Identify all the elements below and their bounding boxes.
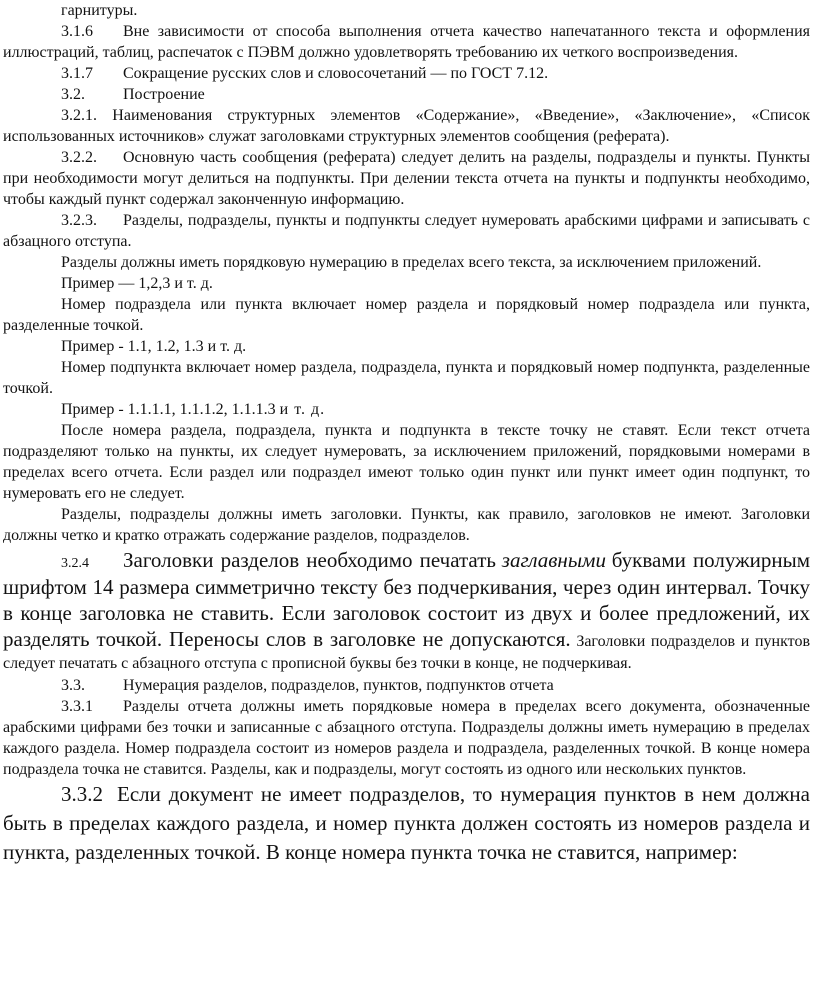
paragraph-text: Основную часть сообщения (реферата) следует делить на разделы, подразделы и пункты. Пункты при необходимости могут делиться на подпункты. При делении текста отчета на пункты и подпункты необходимо, чтобы каждый пункт содержал законченную информацию. — [3, 149, 810, 208]
heading-3-2 — [3, 84, 810, 105]
paragraph-3-2-1 — [3, 105, 810, 147]
paragraph-3-2-3 — [3, 210, 810, 252]
paragraph-text: Разделы, подразделы, пункты и подпункты следует нумеровать арабскими цифрами и записывать с абзацного отступа. — [3, 212, 810, 250]
section-number: 3.3. — [61, 677, 85, 694]
paragraph-text: Вне зависимости от способа выполнения отчета качество напечатанного текста и оформления иллюстраций, таблиц, распечаток с ПЭВМ должно удовлетворять требованию их четкого воспроизведения. — [3, 23, 810, 61]
paragraph-fragment — [3, 0, 810, 21]
section-number: 3.1.6 — [61, 23, 93, 40]
paragraph-3-1-6 — [3, 21, 810, 63]
paragraph-text-large: Заголовки разделов необходимо печатать — [123, 548, 496, 572]
paragraph-text: Разделы должны иметь порядковую нумерацию в пределах всего текста, за исключением приложений. — [61, 254, 762, 271]
paragraph-text: Наименования структурных элементов «Содержание», «Введение», «Заключение», «Список использованных источников» служат заголовками структурных элементов сообщения (реферата). — [3, 107, 810, 145]
section-number: 3.1.7 — [61, 65, 93, 82]
heading-text: Построение — [123, 86, 205, 103]
paragraph-text: Разделы, подразделы должны иметь заголовки. Пункты, как правило, заголовков не имеют. Заголовки должны четко и кратко отражать содержание разделов, подразделов. — [3, 506, 810, 544]
paragraph-numbering — [3, 252, 810, 273]
heading-3-3 — [3, 675, 810, 696]
section-number: 3.2.3. — [61, 212, 97, 229]
heading-text: Нумерация разделов, подразделов, пунктов, подпунктов отчета — [123, 677, 554, 694]
paragraph-text: Заголовки подразделов и пунктов следует печатать с абзацного отступа с прописной буквы без точки в конце, не подчеркивая. — [3, 633, 811, 672]
example-line — [3, 336, 810, 357]
section-number: 3.2.2. — [61, 149, 97, 166]
example-text: Пример - 1.1.1.1, 1.1.1.2, 1.1.1.3 — [61, 401, 276, 418]
paragraph-text: Разделы отчета должны иметь порядковые номера в пределах всего документа, обозначенные арабскими цифрами без точки и записанные с абзацного отступа. Подразделы должны иметь нумерацию в пределах каждого раздела. Номер подраздела состоит из номеров раздела и подраздела, разделенных точкой. В конце номера подраздела точка не ставится. Разделы, как и подразделы, могут состоять из одного или нескольких пунктов. — [3, 698, 810, 778]
example-text-suffix: и т. д. — [279, 401, 326, 418]
paragraph-subpoint-number — [3, 357, 810, 399]
example-line — [3, 273, 810, 294]
paragraph-text: Если документ не имеет подразделов, то нумерация пунктов в нем должна быть в пределах каждого раздела, и номер пункта должен состоять из номеров раздела и пункта, разделенных точкой. В конце номера пункта точка не ставится, например: — [3, 782, 810, 864]
paragraph-headings — [3, 504, 810, 546]
example-text: Пример — 1,2,3 и т. д. — [61, 275, 213, 292]
section-number: 3.2.1. — [61, 107, 97, 124]
section-number: 3.2. — [61, 86, 85, 103]
paragraph-3-3-1 — [3, 696, 810, 780]
paragraph-3-2-4 — [3, 548, 810, 675]
paragraph-text: Сокращение русских слов и словосочетаний — по ГОСТ 7.12. — [123, 65, 549, 82]
section-number: 3.2.4 — [61, 556, 89, 571]
paragraph-text: Номер подпункта включает номер раздела, подраздела, пункта и порядковый номер подпункта, разделенные точкой. — [3, 359, 810, 397]
paragraph-dots-rule — [3, 420, 810, 504]
paragraph-subsection-number — [3, 294, 810, 336]
section-number: 3.3.2 — [61, 782, 103, 806]
paragraph-text-large: буквами полужирным шрифтом 14 размера симметрично тексту без подчеркивания, через один интервал. Точку в конце заголовка не ставить. Если заголовок состоит из двух и более предложений, их разделять точкой. Переносы слов в заголовке не допускаются. — [3, 548, 810, 651]
paragraph-text: гарнитуры. — [61, 2, 138, 19]
paragraph-text: После номера раздела, подраздела, пункта и подпункта в тексте точку не ставят. Если текст отчета подразделяют только на пункты, их следует нумеровать, за исключением приложений, порядковыми номерами в пределах всего отчета. Если раздел или подраздел имеют только один пункт или пункт имеет один подпункт, то нумеровать его не следует. — [3, 422, 810, 502]
example-text: Пример - 1.1, 1.2, 1.3 и т. д. — [61, 338, 247, 355]
example-line — [3, 399, 810, 420]
emphasis-text: заглавными — [501, 548, 606, 572]
paragraph-3-2-2 — [3, 147, 810, 210]
paragraph-text: Номер подраздела или пункта включает номер раздела и порядковый номер подраздела или пункта, разделенные точкой. — [3, 296, 810, 334]
section-number: 3.3.1 — [61, 698, 93, 715]
paragraph-3-1-7 — [3, 63, 810, 84]
paragraph-3-3-2 — [3, 780, 810, 867]
